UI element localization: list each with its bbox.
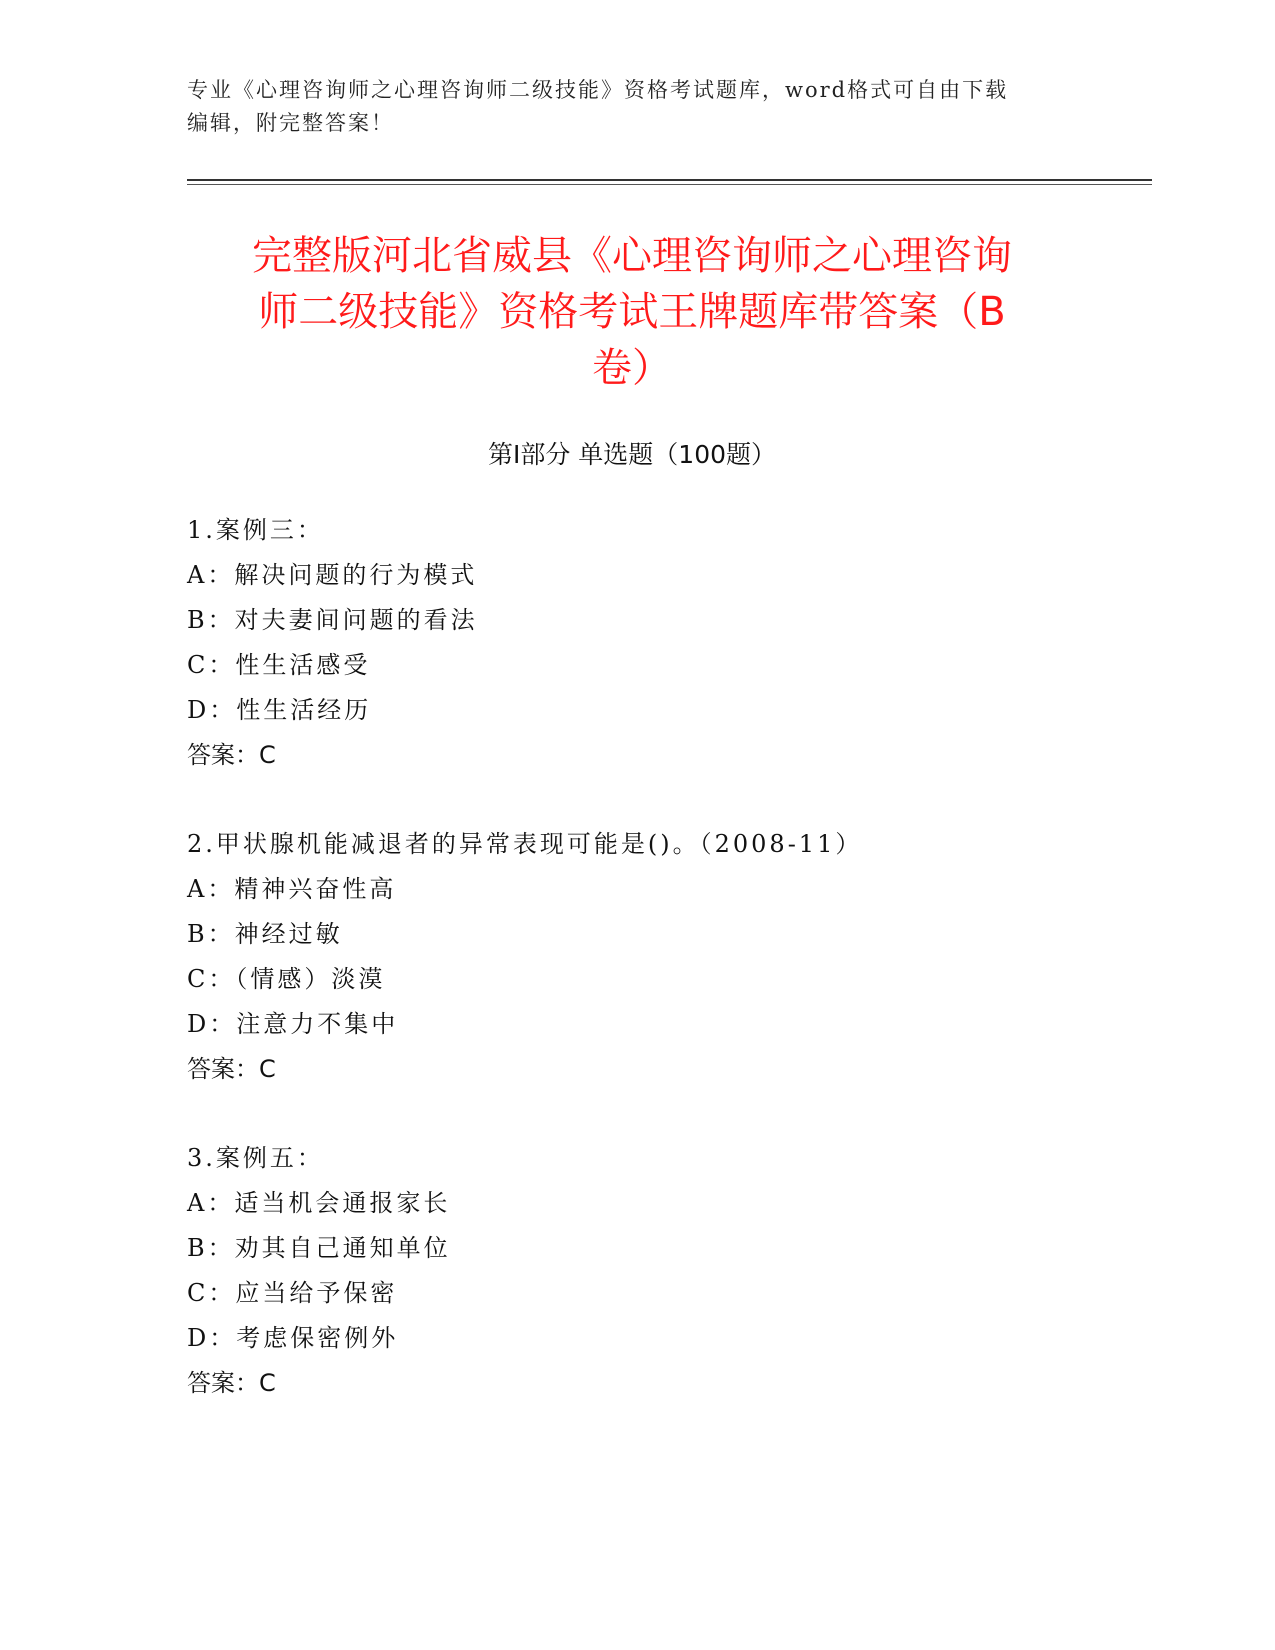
option-b: B：神经过敏 — [187, 920, 343, 948]
option-a: A：适当机会通报家长 — [187, 1189, 451, 1217]
title-line-2: 师二级技能》资格考试王牌题库带答案（B — [258, 289, 1006, 335]
question-block-1 — [187, 508, 1087, 778]
option-b: B：劝其自己通知单位 — [187, 1234, 451, 1262]
option-d: D：注意力不集中 — [187, 1010, 399, 1038]
option-c: C：性生活感受 — [187, 651, 371, 679]
answer-line: 答案：C — [187, 1055, 276, 1083]
title-line-3: 卷） — [592, 345, 672, 391]
header-note — [187, 74, 1087, 140]
option-a: A：精神兴奋性高 — [187, 875, 397, 903]
question-stem: 2.甲状腺机能减退者的异常表现可能是()。（2008-11） — [187, 830, 863, 858]
answer-line: 答案：C — [187, 741, 276, 769]
header-rule-thin — [187, 184, 1152, 185]
title-line-1: 完整版河北省威县《心理咨询师之心理咨询 — [252, 233, 1012, 279]
header-note-line-2: 编辑，附完整答案！ — [187, 111, 394, 135]
header-note-line-1: 专业《心理咨询师之心理咨询师二级技能》资格考试题库，word格式可自由下载 — [187, 78, 1009, 102]
option-d: D：性生活经历 — [187, 696, 372, 724]
option-c: C：应当给予保密 — [187, 1279, 398, 1307]
section-heading: 第Ⅰ部分 单选题（100题） — [487, 440, 777, 469]
question-block-3 — [187, 1136, 1087, 1406]
question-block-2 — [187, 822, 1087, 1092]
option-a: A：解决问题的行为模式 — [187, 561, 478, 589]
document-title — [187, 228, 1077, 396]
header-rule-thick — [187, 179, 1152, 181]
answer-line: 答案：C — [187, 1369, 276, 1397]
question-stem: 3.案例五： — [187, 1144, 324, 1172]
option-c: C：（情感）淡漠 — [187, 965, 386, 993]
option-d: D：考虑保密例外 — [187, 1324, 399, 1352]
question-stem: 1.案例三： — [187, 516, 324, 544]
option-b: B：对夫妻间问题的看法 — [187, 606, 478, 634]
